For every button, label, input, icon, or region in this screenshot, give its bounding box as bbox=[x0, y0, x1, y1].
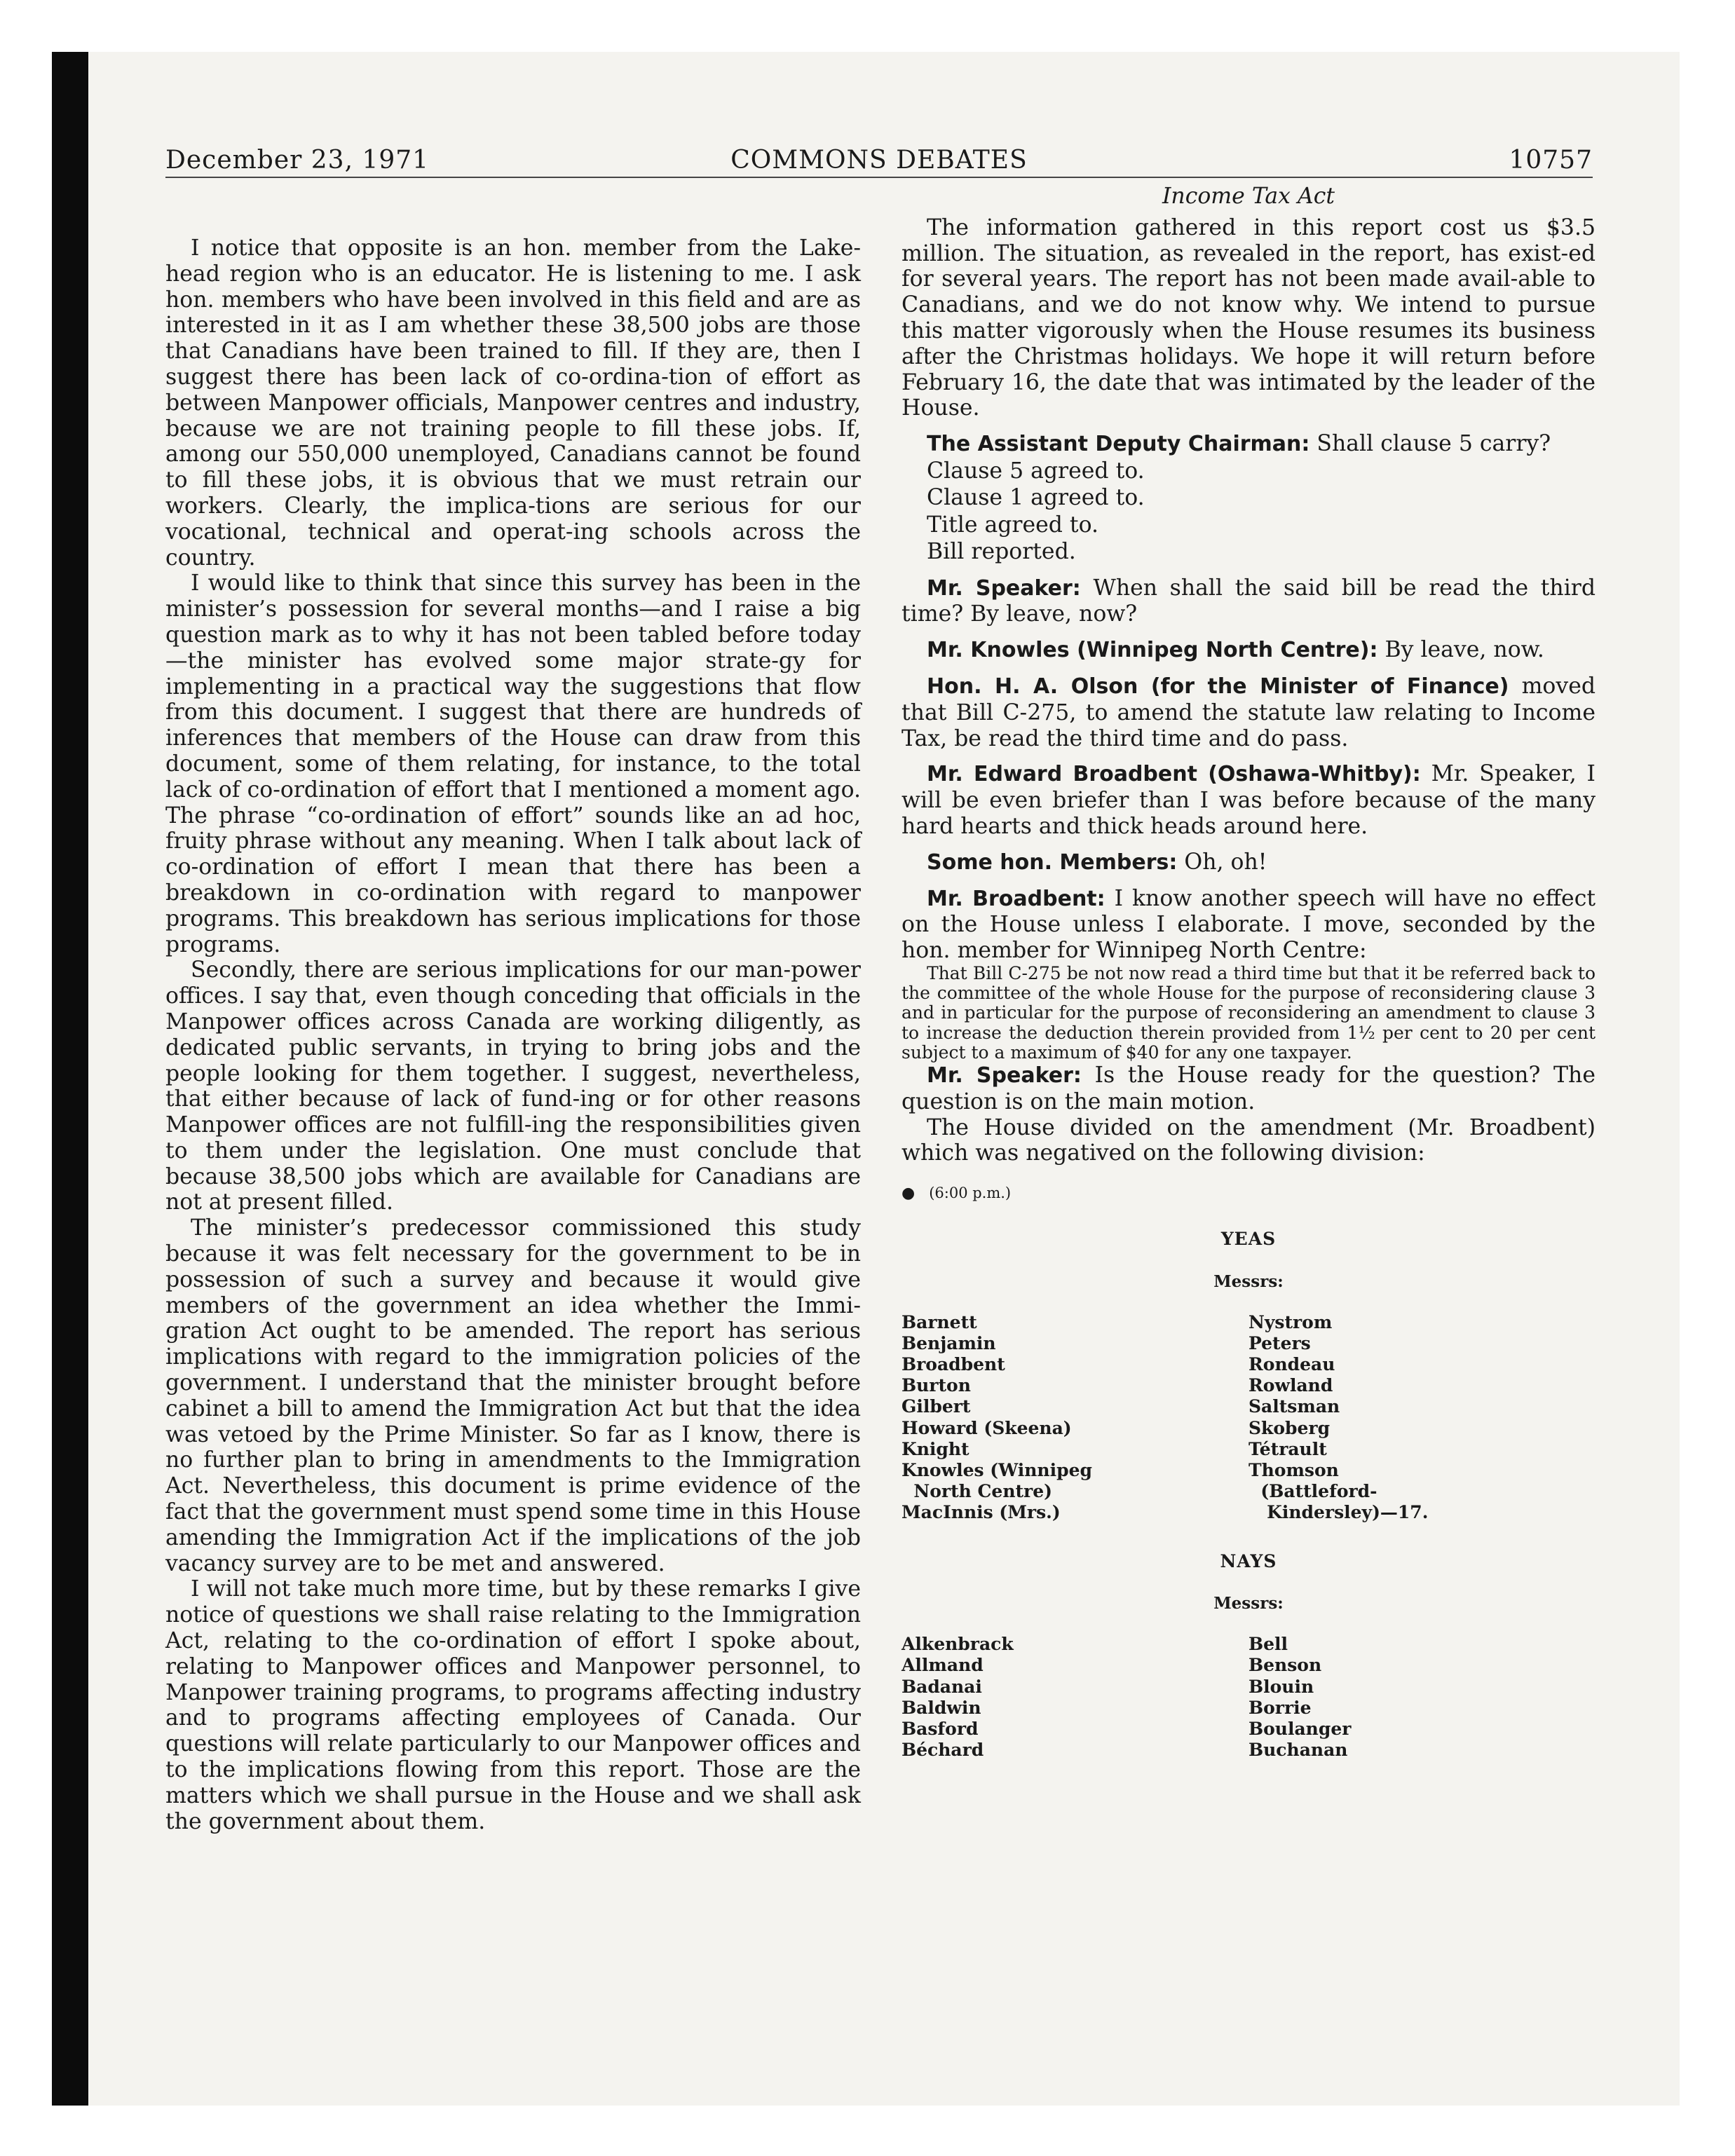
member-name: Kindersley)—17. bbox=[1248, 1502, 1429, 1523]
member-name: Rowland bbox=[1248, 1375, 1333, 1396]
proceeding-line: Clause 1 agreed to. bbox=[927, 485, 1145, 511]
paragraph: I notice that opposite is an hon. member from the Lake-head region who is an educator. He is listening to me. I ask hon. members who have been involved in this field and are as interested in it as I am whether these 38,500 jobs are those that Canadians have been trained to fill. If they are, then I suggest there has been lack of co-ordina-tion of effort as between Manpower officials, Manpower centres and industry, because we are not training people to fill these jobs. If, among our 550,000 unemployed, Canadians cannot be found to fill these jobs, it is obvious that we must retrain our workers. Clearly, the implica-tions are serious for our vocational, technical and operat-ing schools across the country. bbox=[165, 236, 861, 571]
proceeding-line: Clause 5 agreed to. bbox=[927, 458, 1145, 484]
speaker-name: Mr. Speaker: bbox=[927, 575, 1081, 601]
member-name: Buchanan bbox=[1248, 1740, 1348, 1761]
left-column bbox=[165, 236, 861, 1834]
member-name: Thomson bbox=[1248, 1459, 1339, 1480]
speech bbox=[901, 850, 1595, 876]
speech bbox=[901, 674, 1595, 751]
member-name: Borrie bbox=[1248, 1697, 1312, 1718]
speaker-name: The Assistant Deputy Chairman: bbox=[927, 432, 1310, 457]
proceeding-line: Bill reported. bbox=[927, 539, 1076, 565]
header-date: December 23, 1971 bbox=[165, 146, 430, 175]
speaker-name: Some hon. Members: bbox=[927, 850, 1178, 875]
member-name: Rondeau bbox=[1248, 1353, 1335, 1374]
member-name: MacInnis (Mrs.) bbox=[901, 1502, 1061, 1523]
speech-text: Oh, oh! bbox=[1184, 849, 1267, 875]
member-name: Boulanger bbox=[1248, 1718, 1352, 1739]
member-name: Nystrom bbox=[1248, 1311, 1333, 1332]
speech-text: Mr. Speaker, I will be even briefer than I was before because of the many hard hearts and thick heads around here. bbox=[901, 761, 1595, 839]
speech bbox=[901, 575, 1595, 628]
paragraph: I will not take much more time, but by these remarks I give notice of questions we shall raise relating to the Immigration Act, relating to the co-ordination of effort I spoke about, relating to Manpower offices and Manpower personnel, to Manpower training programs, to programs affecting industry and to programs affecting employees of Canada. Our questions will relate particularly to our Manpower offices and to the implications flowing from this report. Those are the matters which we shall pursue in the House and we shall ask the government about them. bbox=[165, 1576, 861, 1834]
member-name: Benjamin bbox=[901, 1332, 996, 1353]
nays-column-2 bbox=[1248, 1634, 1595, 1761]
member-name: Basford bbox=[901, 1718, 979, 1739]
member-name: Broadbent bbox=[901, 1353, 1005, 1374]
nays-column-1 bbox=[901, 1634, 1248, 1761]
member-name: Béchard bbox=[901, 1740, 984, 1761]
right-column bbox=[901, 184, 1595, 1761]
member-name: Peters bbox=[1248, 1332, 1311, 1353]
speaker-name: Mr. Speaker: bbox=[927, 1063, 1082, 1088]
header-title: COMMONS DEBATES bbox=[730, 146, 1028, 175]
speech bbox=[901, 637, 1595, 664]
member-name: Alkenbrack bbox=[901, 1634, 1014, 1655]
speaker-name: Mr. Broadbent: bbox=[927, 886, 1105, 911]
paragraph: The House divided on the amendment (Mr. Broadbent) which was negatived on the following division: bbox=[901, 1114, 1595, 1166]
speech-text: Shall clause 5 carry? bbox=[1316, 431, 1551, 457]
member-name: Tétrault bbox=[1248, 1438, 1327, 1459]
member-name: Barnett bbox=[901, 1311, 977, 1332]
speaker-name: Mr. Edward Broadbent (Oshawa-Whitby): bbox=[927, 762, 1421, 787]
speech-text: I know another speech will have no effect on the House unless I elaborate. I move, seconded by the hon. member for Winnipeg North Centre: bbox=[901, 885, 1595, 964]
member-name: Bell bbox=[1248, 1634, 1288, 1655]
speech-text: By leave, now. bbox=[1384, 637, 1544, 663]
member-name: Saltsman bbox=[1248, 1396, 1340, 1417]
speech-text: moved that Bill C-275, to amend the statute law relating to Income Tax, be read the third time and do pass. bbox=[901, 673, 1595, 751]
speech-text: When shall the said bill be read the third time? By leave, now? bbox=[901, 575, 1595, 627]
member-name: Knowles (Winnipeg bbox=[901, 1459, 1092, 1480]
nays-heading: NAYS bbox=[1220, 1550, 1277, 1571]
speech bbox=[901, 1063, 1595, 1115]
member-name: North Centre) bbox=[901, 1481, 1052, 1502]
yeas-column-2 bbox=[1248, 1312, 1595, 1524]
speaker-name: Mr. Knowles (Winnipeg North Centre): bbox=[927, 638, 1378, 663]
member-name: Skoberg bbox=[1248, 1417, 1331, 1438]
speech bbox=[901, 886, 1595, 964]
motion-text: That Bill C-275 be not now read a third time but that it be referred back to the committee of the whole House for the purpose of reconsidering clause 3 and in particular for the purpose of reconsidering an amendment to clause 3 to increase the deduction therein provided from 1½ per cent to 20 per cent subject to a maximum of $40 for any one taxpayer. bbox=[901, 962, 1595, 1063]
member-name: Blouin bbox=[1248, 1676, 1314, 1697]
yeas-column-1 bbox=[901, 1312, 1248, 1524]
paragraph: The information gathered in this report cost us $3.5 million. The situation, as revealed in the report, has exist-ed for several years. The report has not been made avail-able to Canadians, and we do not know why. We intend to pursue this matter vigorously when the House resumes its business after the Christmas holidays. We hope it will return before February 16, the date that was intimated by the leader of the House. bbox=[901, 214, 1595, 421]
member-name: Benson bbox=[1248, 1655, 1322, 1676]
member-name: Baldwin bbox=[901, 1697, 981, 1718]
sitting-time bbox=[901, 1180, 1595, 1207]
paragraph: I would like to think that since this survey has been in the minister’s possession for several months—and I raise a big question mark as to why it has not been tabled before today—the minister has evolved some major strate-gy for implementing in a practical way the suggestions that flow from this document. I suggest that there are hundreds of inferences that members of the House can draw from this document, some of them relating, for instance, to the total lack of co-ordination of effort that I mentioned a moment ago. The phrase “co-ordination of effort” sounds like an ad hoc, fruity phrase without any meaning. When I talk about lack of co-ordination of effort I mean that there has been a breakdown in co-ordination with regard to manpower programs. This breakdown has serious implications for those programs. bbox=[165, 571, 861, 957]
yeas-heading: YEAS bbox=[1220, 1228, 1277, 1249]
member-name: Badanai bbox=[901, 1676, 982, 1697]
header-page-number: 10757 bbox=[1509, 146, 1593, 175]
member-name: Knight bbox=[901, 1438, 969, 1459]
yeas-messrs: Messrs: bbox=[1213, 1271, 1284, 1291]
nays-list bbox=[901, 1634, 1595, 1761]
bullet-icon: ● bbox=[901, 1185, 916, 1203]
paragraph: Secondly, there are serious implications for our man-power offices. I say that, even though conceding that officials in the Manpower offices across Canada are working diligently, as dedicated public servants, in trying to bring jobs and the people looking for them together. I suggest, nevertheless, that either because of lack of fund-ing or for other reasons Manpower offices are not fulfill-ing the responsibilities given to them under the legislation. One must conclude that because 38,500 jobs which are available for Canadians are not at present filled. bbox=[165, 957, 861, 1215]
member-name: Gilbert bbox=[901, 1396, 971, 1417]
sitting-time-text: (6:00 p.m.) bbox=[929, 1185, 1012, 1202]
speech-text: Is the House ready for the question? The question is on the main motion. bbox=[901, 1062, 1595, 1114]
page-header bbox=[165, 144, 1593, 178]
scan-border bbox=[52, 52, 88, 2106]
speech bbox=[901, 431, 1595, 458]
yeas-list bbox=[901, 1312, 1595, 1524]
speaker-name: Hon. H. A. Olson (for the Minister of Finance) bbox=[927, 674, 1509, 699]
nays-messrs: Messrs: bbox=[1213, 1594, 1284, 1613]
member-name: (Battleford- bbox=[1248, 1481, 1377, 1502]
speech bbox=[901, 761, 1595, 839]
proceeding-line: Title agreed to. bbox=[927, 512, 1099, 538]
member-name: Howard (Skeena) bbox=[901, 1417, 1072, 1438]
section-title: Income Tax Act bbox=[1162, 184, 1335, 209]
paragraph: The minister’s predecessor commissioned this study because it was felt necessary for the government to be in possession of such a survey and because it would give members of the government an idea whether the Immi-gration Act ought to be amended. The report has serious implications with regard to the immigration policies of the government. I understand that the minister brought before cabinet a bill to amend the Immigration Act but that the idea was vetoed by the Prime Minister. So far as I know, there is no further plan to bring in amendments to the Immigration Act. Nevertheless, this document is prime evidence of the fact that the government must spend some time in this House amending the Immigration Act if the implications of the job vacancy survey are to be met and answered. bbox=[165, 1215, 861, 1576]
member-name: Burton bbox=[901, 1375, 971, 1396]
member-name: Allmand bbox=[901, 1655, 984, 1676]
